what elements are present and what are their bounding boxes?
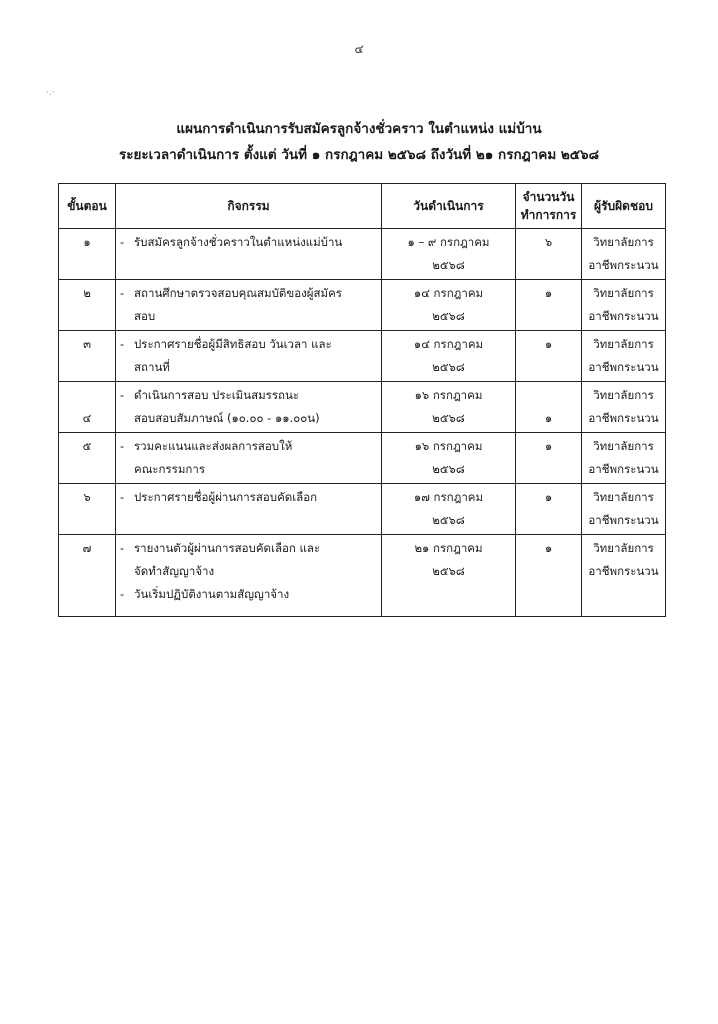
activity-text: สถานศึกษาตรวจสอบคุณสมบัติของผู้สมัคร: [134, 286, 342, 300]
date-line-2: ๒๕๖๘: [432, 564, 465, 578]
responsible-line-1: วิทยาลัยการ: [593, 235, 654, 249]
header-days-line-2: ทำการการ: [520, 208, 577, 222]
date-line-2: ๒๕๖๘: [432, 411, 465, 425]
table-row: [59, 382, 666, 433]
activity-text: รวมคะแนนและส่งผลการสอบให้: [134, 439, 293, 453]
date-cell: [382, 433, 516, 484]
date-cell: [382, 229, 516, 280]
responsible-cell: [582, 382, 666, 433]
responsible-line-2: อาชีพกระนวน: [588, 309, 659, 323]
activity-text-cont: คณะกรรมการ: [134, 462, 206, 476]
responsible-line-1: วิทยาลัยการ: [593, 439, 654, 453]
table-header-row: [59, 184, 666, 229]
table-row: [59, 331, 666, 382]
table-row: [59, 535, 666, 617]
date-cell: [382, 280, 516, 331]
days-cell: ๖: [516, 229, 582, 280]
days-cell: ๑: [516, 280, 582, 331]
scan-mark: ·.·: [46, 88, 55, 98]
days-cell: ๑: [516, 433, 582, 484]
header-activity: กิจกรรม: [116, 184, 382, 229]
responsible-line-1: วิทยาลัยการ: [593, 337, 654, 351]
header-date: วันดำเนินการ: [382, 184, 516, 229]
step-cell: ๖: [59, 484, 116, 535]
activity-cell: [116, 229, 382, 280]
bullet-dash: -: [120, 235, 125, 249]
date-line-2: ๒๕๖๘: [432, 462, 465, 476]
header-days-line-1: จำนวนวัน: [522, 190, 575, 204]
activity-text: รับสมัครลูกจ้างชั่วคราวในตำแหน่งแม่บ้าน: [134, 235, 343, 249]
header-days: [516, 184, 582, 229]
date-line-2: ๒๕๖๘: [432, 309, 465, 323]
title-line-2: ระยะเวลาดำเนินการ ตั้งแต่ วันที่ ๑ กรกฎาคม ๒๕๖๘ ถึงวันที่ ๒๑ กรกฎาคม ๒๕๖๘: [118, 147, 600, 163]
activity-text-cont: สถานที่: [134, 360, 170, 374]
plan-table: [58, 183, 666, 617]
table-row: [59, 280, 666, 331]
responsible-cell: [582, 331, 666, 382]
header-step: ขั้นตอน: [59, 184, 116, 229]
date-cell: [382, 382, 516, 433]
responsible-cell: [582, 229, 666, 280]
activity-text: ดำเนินการสอบ ประเมินสมรรถนะ: [134, 388, 300, 402]
bullet-dash: -: [120, 286, 125, 300]
date-line-1: ๑๔ กรกฎาคม: [413, 286, 484, 300]
date-line-1: ๑๖ กรกฎาคม: [414, 439, 483, 453]
responsible-line-2: อาชีพกระนวน: [588, 462, 659, 476]
activity-cell: [116, 331, 382, 382]
activity-cell: [116, 280, 382, 331]
responsible-cell: [582, 433, 666, 484]
responsible-cell: [582, 535, 666, 617]
responsible-line-1: วิทยาลัยการ: [593, 490, 654, 504]
date-line-1: ๑๔ กรกฎาคม: [413, 337, 484, 351]
activity-text: รายงานตัวผู้ผ่านการสอบคัดเลือก และ: [134, 541, 321, 555]
activity-text-cont: สอบ: [134, 309, 156, 323]
bullet-dash: -: [120, 587, 125, 601]
activity-text-cont: จัดทำสัญญาจ้าง: [134, 564, 215, 578]
activity-cell: [116, 535, 382, 617]
date-line-1: ๒๑ กรกฎาคม: [414, 541, 483, 555]
date-cell: [382, 331, 516, 382]
table-row: [59, 433, 666, 484]
title-line-1: แผนการดำเนินการรับสมัครลูกจ้างชั่วคราว ในตำแหน่ง แม่บ้าน: [176, 121, 542, 137]
step-cell: ๔: [59, 382, 116, 433]
date-line-1: ๑ – ๙ กรกฎาคม: [407, 235, 490, 249]
document-title: [0, 116, 718, 168]
responsible-line-2: อาชีพกระนวน: [588, 564, 659, 578]
bullet-dash: -: [120, 439, 125, 453]
date-line-2: ๒๕๖๘: [432, 360, 465, 374]
date-line-2: ๒๕๖๘: [432, 258, 465, 272]
bullet-dash: -: [120, 337, 125, 351]
step-cell: ๕: [59, 433, 116, 484]
bullet-dash: -: [120, 541, 125, 555]
page-number: ๔: [354, 42, 364, 56]
responsible-line-2: อาชีพกระนวน: [588, 513, 659, 527]
step-cell: ๒: [59, 280, 116, 331]
step-cell: ๓: [59, 331, 116, 382]
header-responsible: ผู้รับผิดชอบ: [582, 184, 666, 229]
bullet-dash: -: [120, 388, 125, 402]
date-cell: [382, 535, 516, 617]
date-line-1: ๑๗ กรกฎาคม: [413, 490, 484, 504]
activity-cell: [116, 382, 382, 433]
responsible-line-1: วิทยาลัยการ: [593, 388, 654, 402]
bullet-dash: -: [120, 490, 125, 504]
days-cell: ๑: [516, 484, 582, 535]
responsible-line-1: วิทยาลัยการ: [593, 541, 654, 555]
activity-cell: [116, 484, 382, 535]
step-cell: ๗: [59, 535, 116, 617]
responsible-line-2: อาชีพกระนวน: [588, 360, 659, 374]
days-cell: ๑: [516, 535, 582, 617]
days-cell: ๑: [516, 331, 582, 382]
date-line-1: ๑๖ กรกฎาคม: [414, 388, 483, 402]
responsible-line-2: อาชีพกระนวน: [588, 258, 659, 272]
date-line-2: ๒๕๖๘: [432, 513, 465, 527]
responsible-line-1: วิทยาลัยการ: [593, 286, 654, 300]
activity-text: ประกาศรายชื่อผู้มีสิทธิสอบ วันเวลา และ: [134, 337, 332, 351]
responsible-cell: [582, 484, 666, 535]
days-cell: ๑: [516, 382, 582, 433]
table-row: [59, 484, 666, 535]
activity-text-cont: สอบสอบสัมภาษณ์ (๑๐.๐๐ - ๑๑.๐๐น): [134, 411, 320, 425]
date-cell: [382, 484, 516, 535]
responsible-line-2: อาชีพกระนวน: [588, 411, 659, 425]
activity-cell: [116, 433, 382, 484]
step-cell: ๑: [59, 229, 116, 280]
table-row: [59, 229, 666, 280]
activity-text: ประกาศรายชื่อผู้ผ่านการสอบคัดเลือก: [134, 490, 318, 504]
responsible-cell: [582, 280, 666, 331]
activity-text: วันเริ่มปฏิบัติงานตามสัญญาจ้าง: [134, 587, 290, 601]
